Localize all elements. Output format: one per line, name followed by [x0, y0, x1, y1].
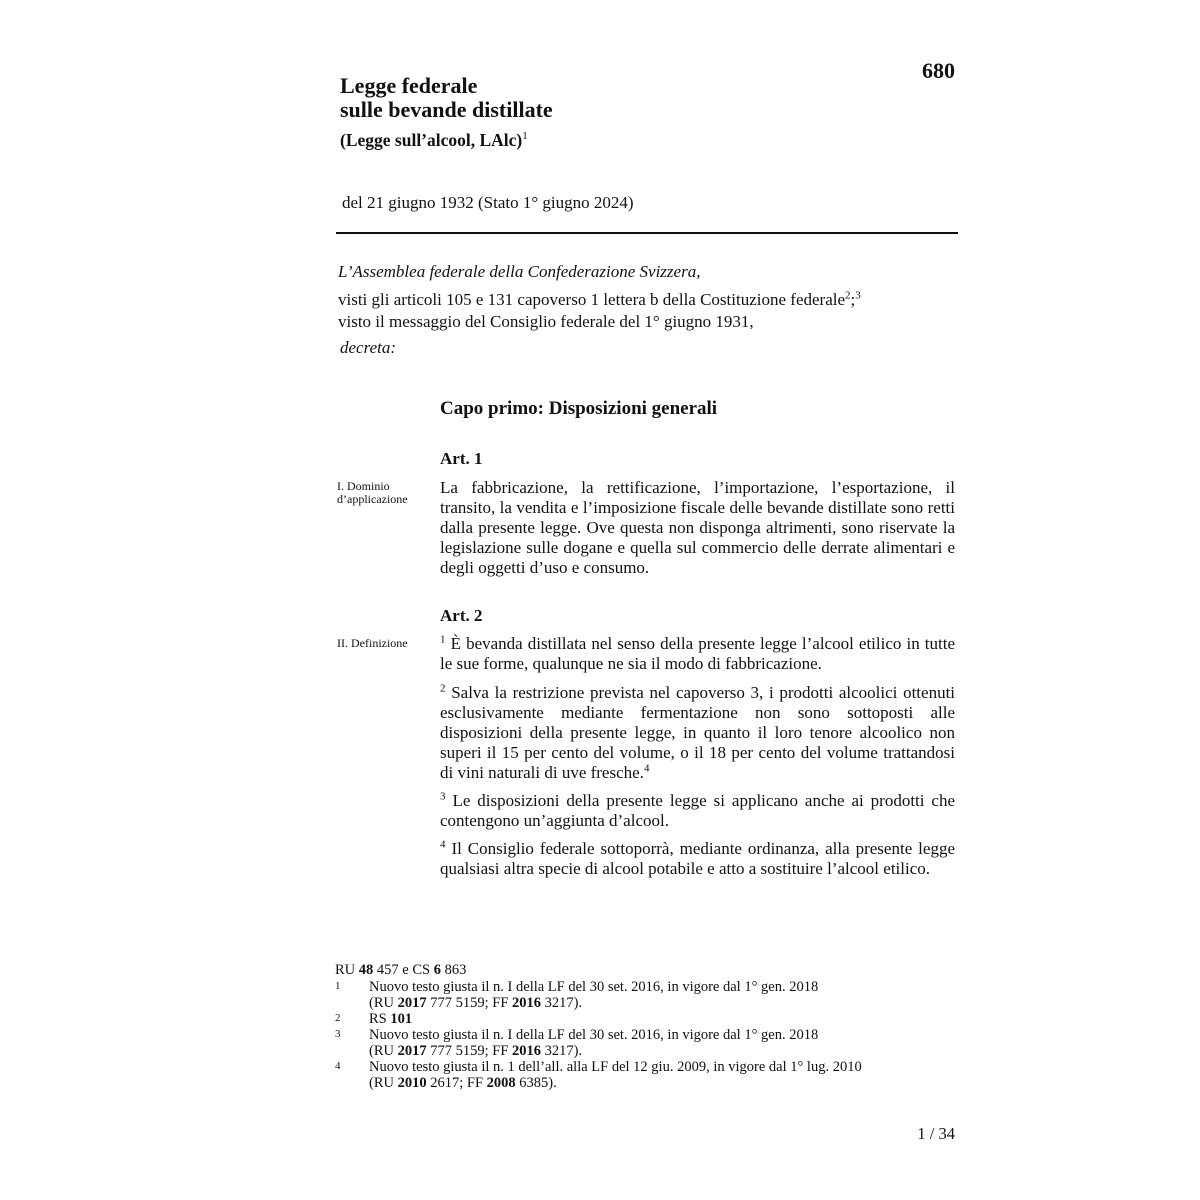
- source-text: 457 e CS: [373, 962, 434, 978]
- source-reference: [335, 962, 935, 978]
- source-volume: 6: [433, 962, 441, 978]
- source-text: RU: [335, 962, 359, 978]
- subtitle-text: (Legge sull’alcool, LAlc): [340, 130, 523, 150]
- preamble-line-1-text: visti gli articoli 105 e 131 capoverso 1 lettera b della Costituzione federale: [338, 290, 846, 309]
- paragraph-text: Salva la restrizione prevista nel capoverso 3, i prodotti alcoolici ottenuti esclusivamente mediante fermentazione non sono sottoposti alle disposizioni della presente legge, in quanto il loro tenore alcoolico non superi il 15 per cento del volume, o il 18 per cento del volume trattandosi di vini naturali di uve fresche.: [440, 683, 956, 782]
- document-date: del 21 giugno 1932 (Stato 1° giugno 2024): [342, 193, 634, 212]
- document-title: [340, 74, 553, 122]
- footnote-number: 4: [335, 1060, 341, 1072]
- document-subtitle: [340, 130, 528, 151]
- article-1-heading: Art. 1: [440, 449, 483, 468]
- paragraph-text: Il Consiglio federale sottoporrà, mediante ordinanza, alla presente legge qualsiasi altra specie di alcool potabile e atto a sostituire l’alcool etilico.: [440, 839, 956, 878]
- source-volume: 48: [358, 962, 374, 978]
- document-number: 680: [922, 58, 955, 83]
- article-1-text: La fabbricazione, la rettificazione, l’importazione, l’esportazione, il transito, la vendita e l’imposizione fiscale delle bevande distillate sono retti dalla presente legge. Ove questa non disponga altrimenti, sono riservate la legislazione sulle dogane e quella sul commercio delle derrate alimentari e degli oggetti d’uso e consumo.: [440, 478, 955, 577]
- article-2-marginal-note: II. Definizione: [337, 636, 408, 650]
- preamble-assembly: L’Assemblea federale della Confederazione Svizzera,: [338, 262, 701, 281]
- article-2-heading: Art. 2: [440, 606, 483, 625]
- paragraph-text: Le disposizioni della presente legge si applicano anche ai prodotti che contengono un’aggiunta d’alcool.: [440, 791, 956, 830]
- article-1-marginal-note: [337, 480, 427, 506]
- footnote-2: [335, 1011, 935, 1027]
- footnote-text: [369, 1059, 935, 1091]
- source-text: 863: [440, 962, 467, 978]
- footnote-ref-1[interactable]: 1: [522, 130, 528, 143]
- footnote-number: 2: [335, 1012, 341, 1024]
- footnote-4: [335, 1059, 935, 1091]
- footnote-line: Nuovo testo giusta il n. I della LF del 30 set. 2016, in vigore dal 1° gen. 2018: [369, 1027, 819, 1043]
- paragraph-number: 1: [440, 633, 446, 646]
- footnote-line: (RU 2017 777 5159; FF 2016 3217).: [369, 1043, 583, 1059]
- article-2-paragraph-3: [440, 791, 955, 831]
- paragraph-number: 4: [440, 838, 446, 851]
- preamble-decree: decreta:: [340, 338, 397, 357]
- preamble-line-2: visto il messaggio del Consiglio federale del 1° giugno 1931,: [338, 312, 754, 331]
- chapter-heading: Capo primo: Disposizioni generali: [440, 398, 718, 419]
- footnote-number: 1: [335, 980, 341, 992]
- footnotes: [335, 962, 935, 1091]
- footnote-text: RS 101: [369, 1011, 413, 1027]
- article-2-paragraph-1: [440, 634, 955, 674]
- paragraph-number: 2: [440, 682, 446, 695]
- footnote-line: (RU 2010 2617; FF 2008 6385).: [369, 1075, 557, 1091]
- footnote-ref-2[interactable]: 2: [845, 289, 851, 302]
- preamble-separator: ;: [850, 290, 856, 309]
- article-2-paragraph-4: [440, 839, 955, 879]
- footnote-ref-4[interactable]: 4: [643, 762, 650, 775]
- marginal-note-line-2: d’applicazione: [337, 492, 408, 506]
- footnote-1: [335, 979, 935, 1011]
- article-2-paragraph-2: [440, 683, 955, 783]
- footnote-line: Nuovo testo giusta il n. 1 dell’all. alla LF del 12 giu. 2009, in vigore dal 1° lug. 2010: [369, 1059, 862, 1075]
- paragraph-number: 3: [440, 790, 446, 803]
- footnote-line: Nuovo testo giusta il n. I della LF del 30 set. 2016, in vigore dal 1° gen. 2018: [369, 979, 819, 995]
- footnote-number: 3: [335, 1028, 341, 1040]
- marginal-note-line-1: I. Dominio: [337, 479, 390, 493]
- footnote-text: [369, 1027, 935, 1059]
- page-number: 1 / 34: [917, 1124, 955, 1143]
- footnote-ref-3[interactable]: 3: [855, 289, 861, 302]
- title-line-2: sulle bevande distillate: [340, 97, 553, 122]
- header-divider: [336, 232, 958, 234]
- paragraph-text: È bevanda distillata nel senso della presente legge l’alcool etilico in tutte le sue forme, qualunque ne sia il modo di fabbricazione.: [440, 634, 955, 673]
- preamble-line-1: [338, 290, 861, 310]
- footnote-text: [369, 979, 935, 1011]
- footnote-3: [335, 1027, 935, 1059]
- title-line-1: Legge federale: [340, 73, 478, 98]
- footnote-line: (RU 2017 777 5159; FF 2016 3217).: [369, 995, 583, 1011]
